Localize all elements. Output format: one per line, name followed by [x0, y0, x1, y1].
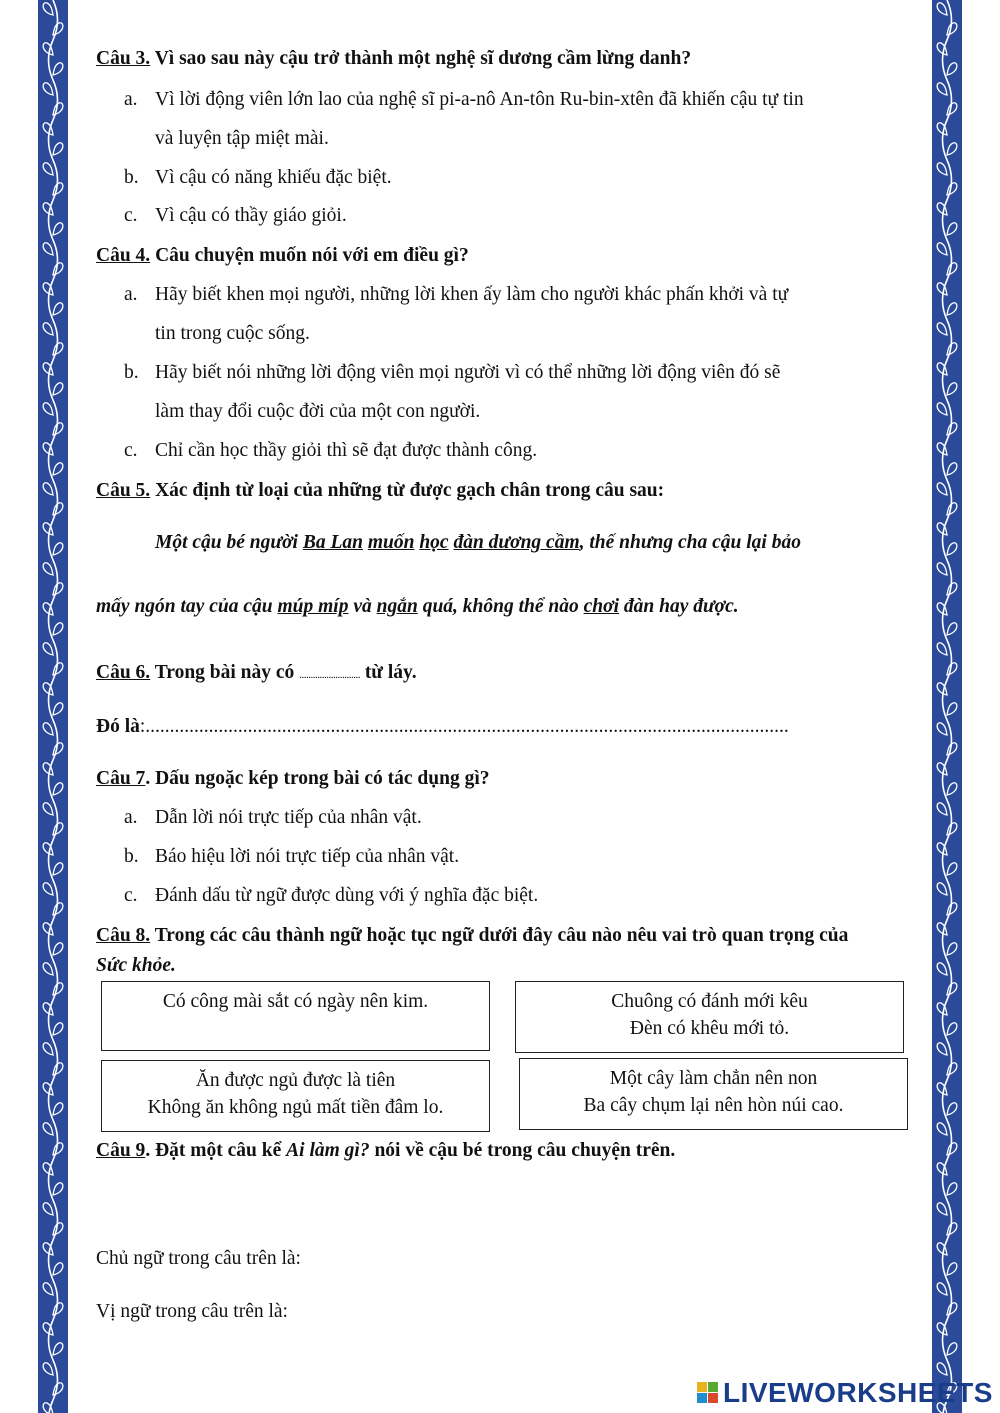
liveworksheets-logo: LIVEWORKSHEETS [697, 1377, 993, 1409]
question-5-text: Xác định từ loại của những từ được gạch chân trong câu sau: [150, 480, 665, 501]
predicate-answer-label[interactable]: Vị ngữ trong câu trên là: [96, 1301, 288, 1322]
q7-option-b: b. Báo hiệu lời nói trực tiếp của nhân vật. [124, 846, 460, 867]
q3-option-a: a. Vì lời động viên lớn lao của nghệ sĩ pi-a-nô An-tôn Ru-bin-xtên đã khiến cậu tự tin [124, 89, 804, 110]
left-decorative-border [38, 0, 68, 1413]
question-5-number: Câu 5. [96, 480, 151, 501]
question-7-number: Câu 7 [96, 768, 146, 789]
underlined-word: học [419, 532, 449, 553]
underlined-word: Ba Lan [302, 532, 363, 553]
question-4-heading [96, 245, 469, 267]
question-7-heading: Câu 7. Dấu ngoặc kép trong bài có tác dụng gì? [96, 768, 490, 789]
proverb-box-4[interactable]: Một cây làm chẳn nên non Ba cây chụm lại nên hòn núi cao. [519, 1058, 908, 1130]
question-8-heading: Câu 8. Trong các câu thành ngữ hoặc tục ngữ dưới đây câu nào nêu vai trò quan trọng của [96, 925, 849, 946]
q6-answer-line[interactable]: Đó là:.................................................................................................................................... [96, 716, 789, 737]
q4-option-b: b. Hãy biết nói những lời động viên mọi người vì có thể những lời động viên đó sẽ [124, 362, 781, 383]
logo-icon [697, 1382, 719, 1404]
q6-count-blank[interactable]: ........................... [299, 669, 360, 681]
question-6-number: Câu 6. [96, 662, 151, 683]
question-3-heading [96, 48, 691, 70]
q4-option-b-continued: làm thay đổi cuộc đời của một con người. [155, 401, 481, 422]
question-8-number: Câu 8. [96, 925, 151, 946]
question-6-heading: Câu 6. Trong bài này có ........................... từ láy. [96, 662, 417, 683]
underlined-word: ngắn [376, 596, 418, 617]
q3-option-a-continued: và luyện tập miệt mài. [155, 128, 329, 149]
question-8-heading-line-2: Sức khỏe. [96, 955, 176, 976]
q7-option-c: c. Đánh dấu từ ngữ được dùng với ý nghĩa đặc biệt. [124, 885, 539, 906]
q4-option-a: a. Hãy biết khen mọi người, những lời khen ấy làm cho người khác phấn khởi và tự [124, 284, 789, 305]
q5-sentence-line-2: mấy ngón tay của cậu múp míp và ngắn quá, không thể nào chơi đàn hay được. [96, 596, 739, 617]
question-9-heading: Câu 9. Đặt một câu kể Ai làm gì? nói về cậu bé trong câu chuyện trên. [96, 1140, 676, 1161]
subject-answer-label[interactable]: Chủ ngữ trong câu trên là: [96, 1248, 301, 1269]
question-9-number: Câu 9 [96, 1140, 146, 1161]
proverb-box-3[interactable]: Ăn được ngủ được là tiên Không ăn không ngủ mất tiền đâm lo. [101, 1060, 490, 1132]
question-3-text: Vì sao sau này cậu trở thành một nghệ sĩ dương cầm lừng danh? [150, 48, 692, 69]
underlined-word: chơi [583, 596, 620, 617]
question-3-number: Câu 3. [96, 48, 151, 69]
q4-option-c: c. Chỉ cần học thầy giỏi thì sẽ đạt được thành công. [124, 440, 538, 461]
q4-option-a-continued: tin trong cuộc sống. [155, 323, 310, 344]
underlined-word: múp míp [277, 596, 349, 617]
q3-option-c: c. Vì cậu có thầy giáo giỏi. [124, 205, 347, 226]
right-decorative-border [932, 0, 962, 1413]
underlined-word: muốn [367, 532, 415, 553]
question-4-number: Câu 4. [96, 245, 151, 266]
underlined-word: đàn dương cầm [453, 532, 580, 553]
q7-option-a: a. Dẫn lời nói trực tiếp của nhân vật. [124, 807, 422, 828]
q5-sentence-line-1: Một cậu bé người Ba Lan muốn học đàn dương cầm, thế nhưng cha cậu lại bảo [155, 532, 801, 553]
question-4-text: Câu chuyện muốn nói với em điều gì? [150, 245, 469, 266]
question-5-heading [96, 480, 664, 502]
proverb-box-1[interactable]: Có công mài sắt có ngày nên kim. [101, 981, 490, 1051]
q3-option-b: b. Vì cậu có năng khiếu đặc biệt. [124, 167, 392, 188]
proverb-box-2[interactable]: Chuông có đánh mới kêu Đèn có khêu mới tỏ. [515, 981, 904, 1053]
